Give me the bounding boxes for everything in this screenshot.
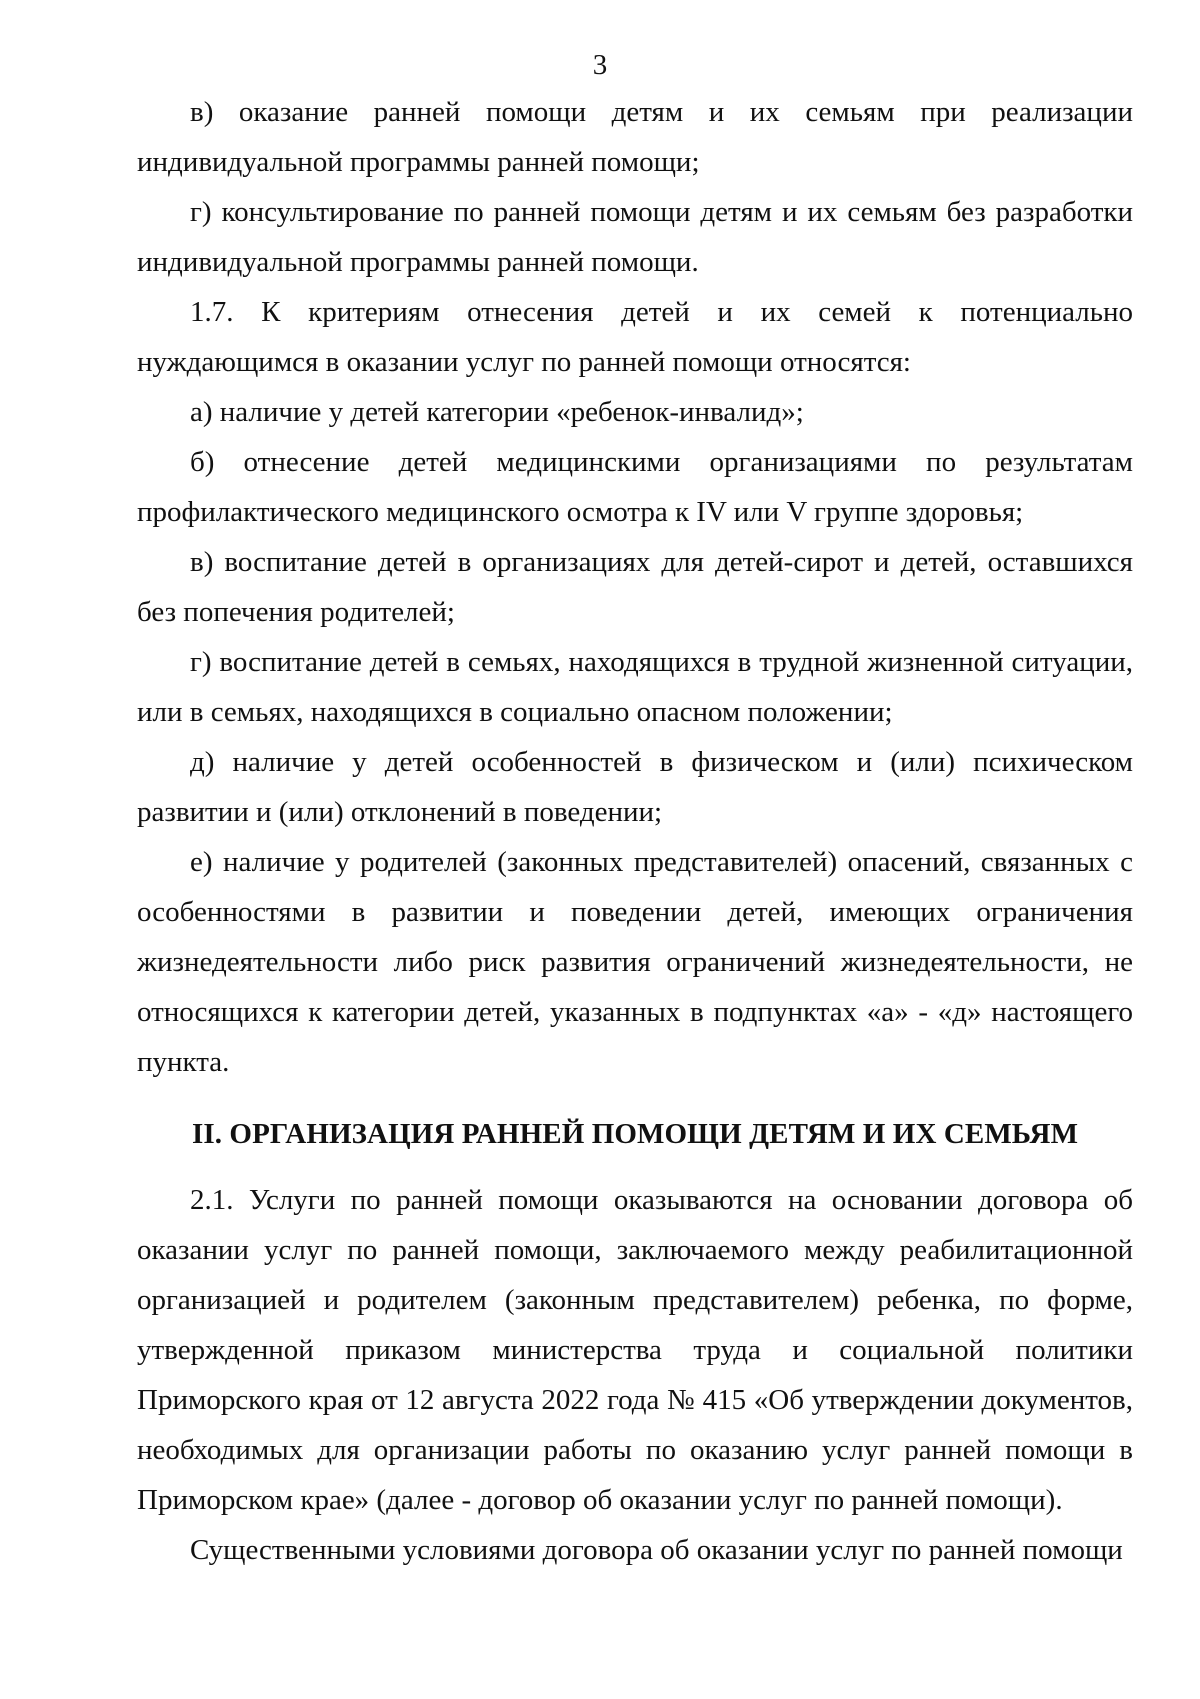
paragraph-item-g: г) консультирование по ранней помощи детям и их семьям без разработки индивидуальной программы ранней помощи.: [137, 196, 1133, 278]
section-heading: II. ОРГАНИЗАЦИЯ РАННЕЙ ПОМОЩИ ДЕТЯМ И ИХ СЕМЬЯМ: [191, 1118, 1079, 1150]
paragraph-criterion-b: б) отнесение детей медицинскими организациями по результатам профилактического медицинского осмотра к IV или V группе здоровья;: [137, 446, 1133, 528]
paragraph-criterion-g: г) воспитание детей в семьях, находящихся в трудной жизненной ситуации, или в семьях, находящихся в социально опасном положении;: [137, 646, 1133, 728]
paragraph-criterion-v: в) воспитание детей в организациях для детей-сирот и детей, оставшихся без попечения родителей;: [137, 546, 1133, 628]
paragraph-criterion-e: е) наличие у родителей (законных представителей) опасений, связанных с особенностями в развитии и поведении детей, имеющих ограничения жизнедеятельности либо риск развития ограничений жизнедеятельности, не относящихся к категории детей, указанных в подпунктах «а» - «д» настоящего пункта.: [137, 846, 1133, 1078]
paragraph-criterion-d: д) наличие у детей особенностей в физическом и (или) психическом развитии и (или) отклонений в поведении;: [137, 746, 1133, 828]
page-number: 3: [592, 49, 608, 81]
paragraph-clause-1-7: 1.7. К критериям отнесения детей и их семей к потенциально нуждающимся в оказании услуг по ранней помощи относятся:: [137, 296, 1133, 378]
paragraph-criterion-a: а) наличие у детей категории «ребенок-инвалид»;: [190, 396, 804, 428]
document-body: [137, 87, 1133, 1575]
paragraph-contract-conditions: Существенными условиями договора об оказании услуг по ранней помощи: [190, 1534, 1123, 1566]
paragraph-clause-2-1: 2.1. Услуги по ранней помощи оказываются на основании договора об оказании услуг по ранней помощи, заключаемого между реабилитационной организацией и родителем (законным представителем) ребенка, по форме, утвержденной приказом министерства труда и социальной политики Приморского края от 12 августа 2022 года № 415 «Об утверждении документов, необходимых для организации работы по оказанию услуг ранней помощи в Приморском крае» (далее - договор об оказании услуг по ранней помощи).: [137, 1184, 1133, 1516]
paragraph-item-v: в) оказание ранней помощи детям и их семьям при реализации индивидуальной программы ранней помощи;: [137, 96, 1133, 178]
